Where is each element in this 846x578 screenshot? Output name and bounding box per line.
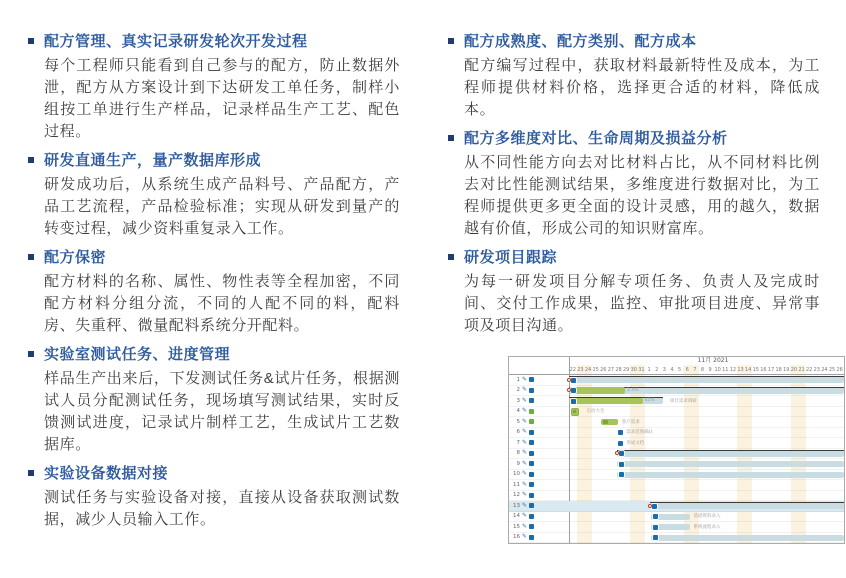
gantt-row-number: 4 xyxy=(516,408,520,415)
gantt-row xyxy=(509,396,844,407)
gantt-row-gutter xyxy=(509,491,569,501)
gantt-task-marker-icon xyxy=(619,472,624,477)
gantt-row-gutter xyxy=(509,501,569,511)
gantt-day-cell: 17 xyxy=(767,367,775,373)
gantt-row-number: 9 xyxy=(516,460,520,467)
gantt-row xyxy=(509,512,844,523)
section-heading-row xyxy=(28,151,400,171)
gantt-day-cell: 23 xyxy=(577,367,584,373)
gantt-row xyxy=(509,428,844,439)
section-body: 配方材料的名称、属性、物性表等全程加密，不同配方材料分组分流，不同的人配不同的料，配料房、失重秤、微量配料系统分开配料。 xyxy=(44,273,400,334)
gantt-row xyxy=(509,407,844,418)
gantt-task-marker-icon xyxy=(653,535,658,540)
gantt-day-cell: 26 xyxy=(836,367,843,373)
bullet-square-icon xyxy=(28,351,34,357)
gantt-row xyxy=(509,417,844,428)
section-heading-row xyxy=(28,345,400,365)
gantt-summary-bar xyxy=(650,502,844,509)
edit-pencil-icon: ✎ xyxy=(521,396,528,404)
status-dot-icon xyxy=(529,388,534,393)
gantt-row-number: 7 xyxy=(516,439,520,446)
constraint-marker-icon xyxy=(648,504,652,508)
gantt-header xyxy=(509,357,844,375)
gantt-task-label: 基础资料录入 xyxy=(693,514,721,519)
gantt-row xyxy=(509,501,844,512)
section-heading-row xyxy=(448,129,820,149)
section-heading: 配方保密 xyxy=(44,249,107,266)
status-dot-icon xyxy=(529,419,534,424)
status-dot-icon xyxy=(529,482,534,487)
gantt-task-label: 启动大会 xyxy=(586,409,605,414)
status-dot-icon xyxy=(529,493,534,498)
section-body: 从不同性能方向去对比材料占比，从不同材料比例去对比性能测试结果，多维度进行数据对比，为工程师提供更多更全面的设计灵感，用的越久，数据越有价值，形成公司的知识财富库。 xyxy=(464,154,820,237)
section-heading-row xyxy=(28,32,400,52)
gantt-task-marker-icon xyxy=(618,441,623,446)
section-body: 研发成功后，从系统生成产品料号、产品配方，产品工艺流程，产品检验标准；实现从研发到量产的转变过程，减少资料重复录入工作。 xyxy=(44,176,400,237)
status-dot-icon xyxy=(529,503,534,508)
section-body: 为每一研发项目分解专项任务、负责人及完成时间、交付工作成果，监控、审批项目进度、异常事项及项目沟通。 xyxy=(464,273,820,334)
feature-section xyxy=(28,464,400,531)
gantt-task-marker-icon xyxy=(571,378,576,383)
gantt-day-cell: 31 xyxy=(638,367,645,373)
bullet-square-icon xyxy=(28,470,34,476)
gantt-task-bar xyxy=(651,535,844,541)
edit-pencil-icon: ✎ xyxy=(521,522,528,530)
gantt-row-gutter xyxy=(509,480,569,490)
gantt-row-number: 1 xyxy=(516,376,520,383)
gantt-row-number: 12 xyxy=(513,492,520,499)
gantt-day-cell: 13 xyxy=(737,367,744,373)
gantt-day-cell: 30 xyxy=(630,367,637,373)
gantt-task-marker-icon xyxy=(653,514,658,519)
gantt-row-gutter xyxy=(509,522,569,532)
gantt-day-cell: 18 xyxy=(775,367,782,373)
edit-pencil-icon: ✎ xyxy=(521,512,528,520)
edit-pencil-icon: ✎ xyxy=(521,407,528,415)
progress-square-icon xyxy=(603,420,608,425)
gantt-task-label: 系统流程录入 xyxy=(693,524,721,530)
gantt-day-cell: 10 xyxy=(714,367,721,373)
section-heading-row xyxy=(28,464,400,484)
gantt-row-gutter xyxy=(509,449,569,459)
gantt-summary-bar xyxy=(617,450,844,457)
gantt-progress-bar xyxy=(569,398,643,405)
gantt-day-cell: 24 xyxy=(584,367,592,373)
gantt-day-cell: 22 xyxy=(806,367,813,373)
edit-pencil-icon: ✎ xyxy=(521,459,528,467)
gantt-task-bar xyxy=(617,472,844,478)
gantt-row-gutter xyxy=(509,470,569,480)
gantt-summary-bar xyxy=(569,376,844,383)
feature-section xyxy=(448,129,820,240)
gantt-row xyxy=(509,480,844,491)
gantt-day-cell: 25 xyxy=(592,367,599,373)
gantt-row-gutter xyxy=(509,459,569,469)
feature-section xyxy=(28,345,400,456)
section-body: 样品生产出来后，下发测试任务&试片任务，根据测试人员分配测试任务，现场填写测试结果，实时反馈测试进度，记录试片制样工艺，生成试片工艺数据库。 xyxy=(44,370,400,453)
status-dot-icon xyxy=(529,409,534,414)
section-heading-row xyxy=(448,248,820,268)
gantt-row-gutter xyxy=(509,438,569,448)
gantt-row-gutter xyxy=(509,512,569,522)
gantt-task-label: 形成文档 xyxy=(626,440,645,446)
gantt-day-cell: 8 xyxy=(700,367,705,373)
edit-pencil-icon: ✎ xyxy=(521,428,528,436)
gantt-percent-label: 65% xyxy=(644,398,655,403)
gantt-day-cell: 2 xyxy=(655,367,659,373)
gantt-day-cell: 11 xyxy=(722,367,729,373)
gantt-task-marker-icon xyxy=(652,504,657,509)
gantt-row-number: 11 xyxy=(513,481,520,488)
gantt-task-marker-icon xyxy=(619,462,624,467)
gantt-row-number: 16 xyxy=(513,534,520,541)
status-dot-icon xyxy=(529,535,534,540)
gantt-day-cell: 9 xyxy=(708,367,712,373)
feature-section xyxy=(28,151,400,240)
status-dot-icon xyxy=(529,377,534,382)
status-dot-icon xyxy=(529,524,534,529)
gantt-day-cell: 20 xyxy=(790,367,798,373)
gantt-row xyxy=(509,470,844,481)
gantt-row xyxy=(509,459,844,470)
gantt-task-marker-icon xyxy=(653,525,658,530)
feature-section xyxy=(28,32,400,143)
gantt-day-cell: 26 xyxy=(600,367,607,373)
status-dot-icon xyxy=(529,514,534,519)
gantt-row-number: 8 xyxy=(516,450,520,457)
gantt-row-gutter xyxy=(509,417,569,427)
section-body: 每个工程师只能看到自己参与的配方，防止数据外泄，配方从方案设计到下达研发工单任务，制样小组按工单进行生产样品，记录样品生产工艺、配色过程。 xyxy=(44,57,400,140)
gantt-row-number: 6 xyxy=(516,429,520,436)
gantt-row-number: 13 xyxy=(513,502,520,509)
status-dot-icon xyxy=(529,451,534,456)
gantt-task-label: 客户需求 xyxy=(621,419,640,425)
section-heading: 研发直通生产，量产数据库形成 xyxy=(44,152,262,169)
gantt-row-number: 5 xyxy=(516,418,520,425)
left-column xyxy=(28,24,400,537)
bullet-square-icon xyxy=(28,254,34,260)
gantt-task-label: 需求范围确认 xyxy=(626,430,654,435)
edit-pencil-icon: ✎ xyxy=(521,480,528,488)
gantt-progress-bar xyxy=(601,419,618,426)
bullet-square-icon xyxy=(28,38,34,44)
gantt-row-number: 14 xyxy=(513,513,520,520)
gantt-row xyxy=(509,438,844,449)
bullet-square-icon xyxy=(448,135,454,141)
gantt-day-cell: 22 xyxy=(569,367,576,373)
section-heading: 实验设备数据对接 xyxy=(44,465,169,482)
gantt-day-cell: 14 xyxy=(745,367,752,373)
gantt-task-marker-icon xyxy=(571,399,576,404)
section-heading-row xyxy=(28,248,400,268)
section-heading-row xyxy=(448,32,820,52)
bullet-square-icon xyxy=(28,157,34,163)
gantt-row-gutter xyxy=(509,428,569,438)
gantt-task-marker-icon xyxy=(571,388,576,393)
status-dot-icon xyxy=(529,398,534,403)
gantt-row-number: 2 xyxy=(516,387,520,394)
edit-pencil-icon: ✎ xyxy=(521,533,528,541)
gantt-row xyxy=(509,522,844,533)
constraint-marker-icon xyxy=(567,378,571,382)
gantt-row-gutter xyxy=(509,386,569,396)
edit-pencil-icon: ✎ xyxy=(521,375,528,383)
gantt-row-gutter xyxy=(509,375,569,385)
gantt-day-cell: 3 xyxy=(662,367,666,373)
section-heading: 实验室测试任务、进度管理 xyxy=(44,346,231,363)
section-heading: 配方成熟度、配方类别、配方成本 xyxy=(464,33,697,50)
gantt-row xyxy=(509,375,844,386)
gantt-day-cell: 5 xyxy=(677,367,682,373)
gantt-chart-screenshot xyxy=(508,356,845,544)
gantt-day-cell: 27 xyxy=(607,367,615,373)
gantt-task-bar xyxy=(617,461,844,467)
gantt-day-cell: 12 xyxy=(729,367,737,373)
gantt-day-cell: 16 xyxy=(760,367,767,373)
gantt-row-gutter xyxy=(509,533,569,543)
bullet-square-icon xyxy=(448,38,454,44)
right-column xyxy=(448,24,820,343)
gantt-row-number: 10 xyxy=(513,471,520,478)
gantt-day-cell: 19 xyxy=(783,367,790,373)
status-dot-icon xyxy=(529,430,534,435)
gantt-day-cell: 1 xyxy=(647,367,651,373)
section-heading: 配方管理、真实记录研发轮次开发过程 xyxy=(44,33,308,50)
edit-pencil-icon: ✎ xyxy=(521,470,528,478)
gantt-day-cell: 15 xyxy=(752,367,759,373)
gantt-task-marker-icon xyxy=(619,451,624,456)
gantt-task-marker-icon xyxy=(618,430,623,435)
edit-pencil-icon: ✎ xyxy=(521,386,528,394)
gantt-row-gutter xyxy=(509,407,569,417)
gantt-day-cell: 24 xyxy=(821,367,828,373)
gantt-body xyxy=(509,375,844,543)
bullet-square-icon xyxy=(448,254,454,260)
edit-pencil-icon: ✎ xyxy=(521,438,528,446)
gantt-percent-label: 2.4% xyxy=(627,387,639,393)
section-body: 配方编写过程中，获取材料最新特性及成本，为工程师提供材料价格，选择更合适的材料，降低成本。 xyxy=(464,57,820,118)
feature-section xyxy=(448,248,820,337)
gantt-day-row xyxy=(569,365,844,374)
section-body: 测试任务与实验设备对接，直接从设备获取测试数据，减少人员输入工作。 xyxy=(44,489,400,528)
edit-pencil-icon: ✎ xyxy=(521,491,528,499)
gantt-row xyxy=(509,386,844,397)
gantt-month-label: 11月 2021 xyxy=(697,357,729,364)
feature-section xyxy=(448,32,820,121)
gantt-row xyxy=(509,491,844,502)
gantt-task-label: 项目需求调研 xyxy=(669,398,697,404)
gantt-day-cell: 21 xyxy=(798,367,805,373)
gantt-row-gutter xyxy=(509,396,569,406)
gantt-day-cell: 25 xyxy=(828,367,836,373)
section-heading: 研发项目跟踪 xyxy=(464,249,558,266)
gantt-day-cell: 23 xyxy=(813,367,820,373)
gantt-row xyxy=(509,449,844,460)
status-dot-icon xyxy=(529,440,534,445)
gantt-row-number: 15 xyxy=(513,523,520,530)
gantt-day-cell: 28 xyxy=(615,367,622,373)
gantt-milestone-icon xyxy=(571,408,579,416)
gantt-day-cell: 7 xyxy=(691,365,699,374)
gantt-day-cell: 6 xyxy=(683,365,691,374)
gantt-row xyxy=(509,533,844,544)
edit-pencil-icon: ✎ xyxy=(521,417,528,425)
edit-pencil-icon: ✎ xyxy=(521,501,528,509)
status-dot-icon xyxy=(529,461,534,466)
status-dot-icon xyxy=(529,472,534,477)
gantt-progress-bar xyxy=(569,387,625,394)
gantt-row-number: 3 xyxy=(516,397,520,404)
feature-section xyxy=(28,248,400,337)
constraint-marker-icon xyxy=(567,388,571,392)
gantt-day-cell: 4 xyxy=(670,367,674,373)
section-heading: 配方多维度对比、生命周期及损益分析 xyxy=(464,130,728,147)
edit-pencil-icon: ✎ xyxy=(521,449,528,457)
gantt-day-cell: 29 xyxy=(623,367,630,373)
